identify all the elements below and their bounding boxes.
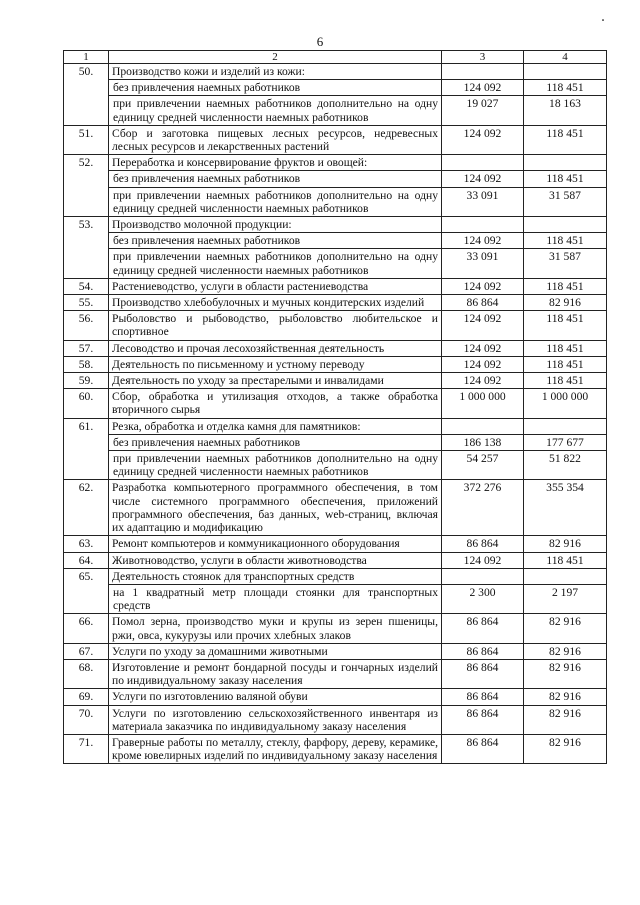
table-row [64,356,607,372]
subrow-value-col3: 124 092 [442,233,524,249]
row-value-col4: 82 916 [524,659,607,688]
table-row [64,389,607,418]
table-row [64,311,607,340]
row-number: 71. [64,734,109,763]
row-value-col3: 124 092 [442,278,524,294]
row-number-empty [64,233,109,249]
row-value-col3: 86 864 [442,295,524,311]
header-col-3: 3 [442,51,524,64]
row-value-col3 [442,155,524,171]
subrow-description: при привлечении наемных работников дополнительно на одну единицу средней численности наемных работников [109,96,442,125]
row-number: 66. [64,614,109,643]
table-row [64,373,607,389]
row-description: Деятельность по письменному и устному переводу [109,356,442,372]
table-row [64,295,607,311]
row-description: Услуги по уходу за домашними животными [109,643,442,659]
table-row [64,689,607,705]
row-number: 63. [64,536,109,552]
row-value-col4 [524,418,607,434]
row-value-col4: 118 451 [524,311,607,340]
row-description: Ремонт компьютеров и коммуникационного оборудования [109,536,442,552]
row-number: 55. [64,295,109,311]
subrow-value-col4: 118 451 [524,233,607,249]
table-row [64,734,607,763]
row-number: 61. [64,418,109,434]
subrow-value-col3: 19 027 [442,96,524,125]
row-number: 67. [64,643,109,659]
row-value-col3: 86 864 [442,614,524,643]
row-value-col3: 124 092 [442,311,524,340]
row-number: 54. [64,278,109,294]
row-value-col4: 118 451 [524,373,607,389]
table-subrow [64,584,607,613]
row-value-col4: 82 916 [524,295,607,311]
row-description: Изготовление и ремонт бондарной посуды и гончарных изделий по индивидуальному заказу населения [109,659,442,688]
row-description: Сбор, обработка и утилизация отходов, а также обработка вторичного сырья [109,389,442,418]
row-number: 59. [64,373,109,389]
row-number-empty [64,434,109,450]
table-row [64,568,607,584]
subrow-value-col4: 2 197 [524,584,607,613]
table-subrow [64,80,607,96]
table-row [64,64,607,80]
row-description: Резка, обработка и отделка камня для памятников: [109,418,442,434]
row-value-col4: 118 451 [524,340,607,356]
row-number: 62. [64,480,109,536]
row-value-col4: 118 451 [524,552,607,568]
rates-table [63,50,607,764]
table-row [64,705,607,734]
row-value-col3: 86 864 [442,689,524,705]
corner-mark: ・ [598,16,608,27]
table-subrow [64,451,607,480]
row-description: Растениеводство, услуги в области растениеводства [109,278,442,294]
row-value-col4 [524,217,607,233]
subrow-value-col4: 118 451 [524,171,607,187]
row-value-col3: 124 092 [442,125,524,154]
subrow-description: без привлечения наемных работников [109,434,442,450]
row-description: Разработка компьютерного программного обеспечения, в том числе системного программного обеспечения, приложений программного обеспечения, баз данных, web-страниц, включая их адаптацию и модификацию [109,480,442,536]
row-value-col3: 372 276 [442,480,524,536]
table-row [64,418,607,434]
row-description: Сбор и заготовка пищевых лесных ресурсов, недревесных лесных ресурсов и лекарственных растений [109,125,442,154]
table-subrow [64,171,607,187]
row-description: Услуги по изготовлению сельскохозяйственного инвентаря из материала заказчика по индивидуальному заказу населения [109,705,442,734]
row-value-col3: 124 092 [442,373,524,389]
row-number-empty [64,187,109,216]
row-number: 57. [64,340,109,356]
table-row [64,480,607,536]
subrow-value-col4: 31 587 [524,187,607,216]
table-subrow [64,233,607,249]
table-subrow [64,249,607,278]
subrow-value-col4: 31 587 [524,249,607,278]
row-value-col3: 86 864 [442,705,524,734]
table-subrow [64,187,607,216]
row-value-col4: 355 354 [524,480,607,536]
row-value-col3: 1 000 000 [442,389,524,418]
row-number: 53. [64,217,109,233]
row-value-col3 [442,418,524,434]
row-number: 68. [64,659,109,688]
subrow-value-col3: 33 091 [442,187,524,216]
row-description: Помол зерна, производство муки и крупы из зерен пшеницы, ржи, овса, кукурузы или прочих хлебных злаков [109,614,442,643]
subrow-value-col3: 124 092 [442,80,524,96]
row-number: 60. [64,389,109,418]
subrow-description: без привлечения наемных работников [109,171,442,187]
row-value-col3: 86 864 [442,659,524,688]
table-header-row [64,51,607,64]
subrow-value-col3: 124 092 [442,171,524,187]
row-number: 56. [64,311,109,340]
row-value-col3 [442,217,524,233]
subrow-value-col4: 18 163 [524,96,607,125]
table-row [64,278,607,294]
row-description: Деятельность по уходу за престарелыми и инвалидами [109,373,442,389]
row-number-empty [64,451,109,480]
subrow-value-col3: 33 091 [442,249,524,278]
row-description: Деятельность стоянок для транспортных средств [109,568,442,584]
row-value-col3: 86 864 [442,734,524,763]
subrow-description: на 1 квадратный метр площади стоянки для транспортных средств [109,584,442,613]
row-number: 52. [64,155,109,171]
subrow-value-col4: 51 822 [524,451,607,480]
page-number: 6 [316,34,324,49]
row-number: 70. [64,705,109,734]
row-value-col4: 1 000 000 [524,389,607,418]
table-row [64,659,607,688]
table-row [64,643,607,659]
row-value-col4: 118 451 [524,356,607,372]
table-body [64,51,607,764]
row-value-col4: 118 451 [524,125,607,154]
row-value-col3: 86 864 [442,643,524,659]
header-col-1: 1 [64,51,109,64]
row-value-col4: 82 916 [524,536,607,552]
row-description: Рыболовство и рыбоводство, рыболовство любительское и спортивное [109,311,442,340]
subrow-value-col3: 54 257 [442,451,524,480]
row-number: 58. [64,356,109,372]
table-row [64,125,607,154]
table-row [64,155,607,171]
row-value-col3 [442,64,524,80]
row-value-col4: 82 916 [524,643,607,659]
subrow-value-col3: 186 138 [442,434,524,450]
table-subrow [64,96,607,125]
row-description: Услуги по изготовлению валяной обуви [109,689,442,705]
row-number-empty [64,96,109,125]
table-row [64,340,607,356]
table-row [64,536,607,552]
subrow-description: при привлечении наемных работников дополнительно на одну единицу средней численности наемных работников [109,187,442,216]
row-number: 65. [64,568,109,584]
row-number-empty [64,80,109,96]
row-description: Производство молочной продукции: [109,217,442,233]
row-description: Производство хлебобулочных и мучных кондитерских изделий [109,295,442,311]
subrow-description: при привлечении наемных работников дополнительно на одну единицу средней численности наемных работников [109,249,442,278]
row-value-col3: 124 092 [442,356,524,372]
row-value-col4 [524,568,607,584]
row-description: Животноводство, услуги в области животноводства [109,552,442,568]
row-description: Переработка и консервирование фруктов и овощей: [109,155,442,171]
subrow-value-col4: 177 677 [524,434,607,450]
row-value-col4 [524,64,607,80]
row-value-col4: 82 916 [524,705,607,734]
row-number-empty [64,249,109,278]
row-value-col3: 124 092 [442,552,524,568]
row-number: 50. [64,64,109,80]
row-value-col4: 118 451 [524,278,607,294]
row-number-empty [64,171,109,187]
subrow-description: без привлечения наемных работников [109,80,442,96]
row-value-col3: 124 092 [442,340,524,356]
subrow-value-col4: 118 451 [524,80,607,96]
row-value-col4 [524,155,607,171]
table-subrow [64,434,607,450]
table-row [64,614,607,643]
row-description: Лесоводство и прочая лесохозяйственная деятельность [109,340,442,356]
table-row [64,552,607,568]
subrow-value-col3: 2 300 [442,584,524,613]
row-number: 64. [64,552,109,568]
row-description: Граверные работы по металлу, стеклу, фарфору, дереву, керамике, кроме ювелирных изделий по индивидуальному заказу населения [109,734,442,763]
subrow-description: при привлечении наемных работников дополнительно на одну единицу средней численности наемных работников [109,451,442,480]
row-number-empty [64,584,109,613]
row-number: 51. [64,125,109,154]
header-col-4: 4 [524,51,607,64]
subrow-description: без привлечения наемных работников [109,233,442,249]
row-value-col3: 86 864 [442,536,524,552]
header-col-2: 2 [109,51,442,64]
row-description: Производство кожи и изделий из кожи: [109,64,442,80]
row-value-col3 [442,568,524,584]
row-value-col4: 82 916 [524,614,607,643]
row-value-col4: 82 916 [524,689,607,705]
row-value-col4: 82 916 [524,734,607,763]
table-row [64,217,607,233]
row-number: 69. [64,689,109,705]
